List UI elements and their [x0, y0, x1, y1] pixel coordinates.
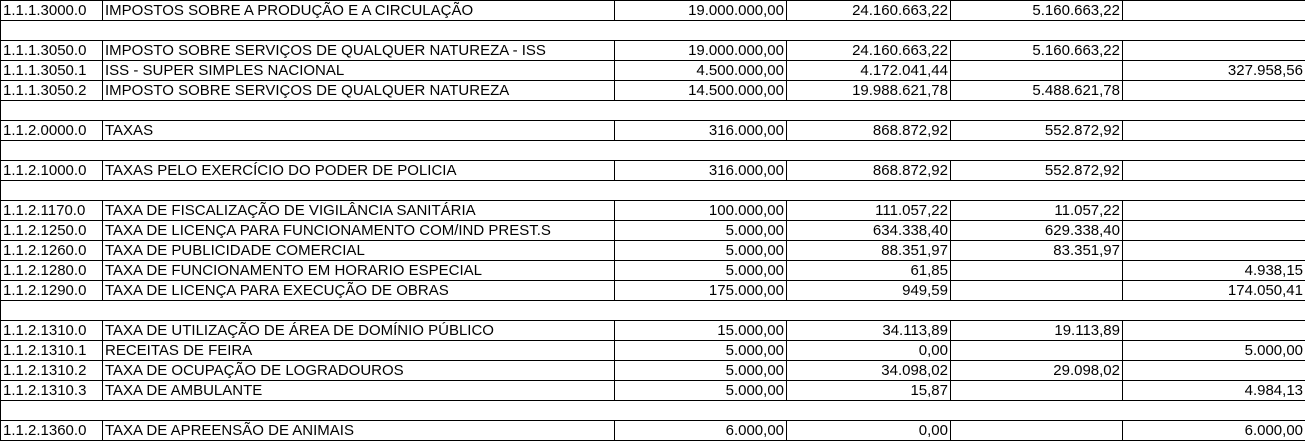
amount-column-3-cell: 4.500.000,00: [615, 61, 787, 81]
empty-cell: [787, 301, 951, 321]
account-description-cell: TAXA DE LICENÇA PARA EXECUÇÃO DE OBRAS: [103, 281, 615, 301]
amount-column-4-cell: 34.113,89: [787, 321, 951, 341]
amount-column-5-cell: [951, 61, 1123, 81]
empty-cell: [103, 141, 615, 161]
account-code-cell: 1.1.2.1290.0: [1, 281, 103, 301]
amount-column-4-cell: 949,59: [787, 281, 951, 301]
account-description-cell: TAXAS PELO EXERCÍCIO DO PODER DE POLICIA: [103, 161, 615, 181]
account-code-cell: 1.1.1.3050.1: [1, 61, 103, 81]
account-code-cell: 1.1.2.1360.0: [1, 421, 103, 441]
account-description-cell: TAXA DE AMBULANTE: [103, 381, 615, 401]
account-code-cell: 1.1.2.1000.0: [1, 161, 103, 181]
amount-column-5-cell: [951, 381, 1123, 401]
amount-column-6-cell: [1123, 161, 1305, 181]
account-code-cell: 1.1.2.1310.1: [1, 341, 103, 361]
amount-column-5-cell: 5.160.663,22: [951, 41, 1123, 61]
table-row: [1, 41, 1305, 61]
empty-cell: [615, 181, 787, 201]
account-code-cell: 1.1.2.1250.0: [1, 221, 103, 241]
amount-column-5-cell: 552.872,92: [951, 121, 1123, 141]
table-row: [1, 61, 1305, 81]
amount-column-3-cell: 19.000.000,00: [615, 1, 787, 21]
revenue-table-body: [1, 1, 1305, 441]
account-code-cell: 1.1.2.1310.0: [1, 321, 103, 341]
empty-cell: [1123, 401, 1305, 421]
amount-column-3-cell: 15.000,00: [615, 321, 787, 341]
amount-column-4-cell: 111.057,22: [787, 201, 951, 221]
amount-column-6-cell: [1123, 41, 1305, 61]
account-code-cell: 1.1.2.1170.0: [1, 201, 103, 221]
account-code-cell: 1.1.1.3000.0: [1, 1, 103, 21]
amount-column-5-cell: 11.057,22: [951, 201, 1123, 221]
amount-column-5-cell: 629.338,40: [951, 221, 1123, 241]
empty-cell: [787, 21, 951, 41]
account-code-cell: 1.1.1.3050.2: [1, 81, 103, 101]
account-description-cell: TAXA DE LICENÇA PARA FUNCIONAMENTO COM/IND PREST.S: [103, 221, 615, 241]
amount-column-6-cell: [1123, 241, 1305, 261]
empty-cell: [103, 101, 615, 121]
empty-cell: [1123, 141, 1305, 161]
empty-cell: [1123, 21, 1305, 41]
empty-cell: [1123, 101, 1305, 121]
spacer-row: [1, 401, 1305, 421]
account-description-cell: TAXA DE PUBLICIDADE COMERCIAL: [103, 241, 615, 261]
table-row: [1, 161, 1305, 181]
empty-cell: [951, 301, 1123, 321]
empty-cell: [951, 101, 1123, 121]
amount-column-3-cell: 14.500.000,00: [615, 81, 787, 101]
empty-cell: [615, 101, 787, 121]
empty-cell: [1, 21, 103, 41]
amount-column-3-cell: 5.000,00: [615, 241, 787, 261]
empty-cell: [951, 141, 1123, 161]
empty-cell: [1, 301, 103, 321]
account-description-cell: RECEITAS DE FEIRA: [103, 341, 615, 361]
amount-column-3-cell: 6.000,00: [615, 421, 787, 441]
account-code-cell: 1.1.2.1310.2: [1, 361, 103, 381]
amount-column-3-cell: 5.000,00: [615, 261, 787, 281]
empty-cell: [1, 181, 103, 201]
spacer-row: [1, 301, 1305, 321]
table-row: [1, 281, 1305, 301]
empty-cell: [103, 21, 615, 41]
empty-cell: [951, 401, 1123, 421]
table-row: [1, 341, 1305, 361]
empty-cell: [787, 401, 951, 421]
amount-column-4-cell: 24.160.663,22: [787, 41, 951, 61]
spacer-row: [1, 21, 1305, 41]
account-description-cell: TAXA DE FISCALIZAÇÃO DE VIGILÂNCIA SANITÁRIA: [103, 201, 615, 221]
amount-column-4-cell: 24.160.663,22: [787, 1, 951, 21]
amount-column-3-cell: 175.000,00: [615, 281, 787, 301]
account-description-cell: TAXAS: [103, 121, 615, 141]
amount-column-6-cell: 327.958,56: [1123, 61, 1305, 81]
empty-cell: [787, 181, 951, 201]
amount-column-3-cell: 5.000,00: [615, 341, 787, 361]
amount-column-6-cell: [1123, 321, 1305, 341]
account-description-cell: TAXA DE APREENSÃO DE ANIMAIS: [103, 421, 615, 441]
table-row: [1, 321, 1305, 341]
empty-cell: [787, 101, 951, 121]
amount-column-5-cell: [951, 281, 1123, 301]
table-row: [1, 201, 1305, 221]
amount-column-5-cell: [951, 341, 1123, 361]
amount-column-5-cell: 552.872,92: [951, 161, 1123, 181]
amount-column-5-cell: 5.488.621,78: [951, 81, 1123, 101]
account-code-cell: 1.1.1.3050.0: [1, 41, 103, 61]
account-description-cell: IMPOSTOS SOBRE A PRODUÇÃO E A CIRCULAÇÃO: [103, 1, 615, 21]
account-description-cell: TAXA DE OCUPAÇÃO DE LOGRADOUROS: [103, 361, 615, 381]
table-row: [1, 361, 1305, 381]
empty-cell: [1123, 301, 1305, 321]
amount-column-4-cell: 4.172.041,44: [787, 61, 951, 81]
amount-column-4-cell: 88.351,97: [787, 241, 951, 261]
amount-column-3-cell: 5.000,00: [615, 361, 787, 381]
amount-column-6-cell: 5.000,00: [1123, 341, 1305, 361]
amount-column-4-cell: 15,87: [787, 381, 951, 401]
table-row: [1, 81, 1305, 101]
amount-column-6-cell: 4.938,15: [1123, 261, 1305, 281]
table-row: [1, 121, 1305, 141]
amount-column-5-cell: 19.113,89: [951, 321, 1123, 341]
amount-column-6-cell: 6.000,00: [1123, 421, 1305, 441]
amount-column-3-cell: 5.000,00: [615, 221, 787, 241]
amount-column-6-cell: [1123, 1, 1305, 21]
table-row: [1, 221, 1305, 241]
account-description-cell: TAXA DE FUNCIONAMENTO EM HORARIO ESPECIAL: [103, 261, 615, 281]
amount-column-6-cell: [1123, 81, 1305, 101]
amount-column-6-cell: 4.984,13: [1123, 381, 1305, 401]
empty-cell: [787, 141, 951, 161]
account-code-cell: 1.1.2.1310.3: [1, 381, 103, 401]
empty-cell: [1, 401, 103, 421]
account-code-cell: 1.1.2.0000.0: [1, 121, 103, 141]
amount-column-6-cell: [1123, 221, 1305, 241]
amount-column-3-cell: 100.000,00: [615, 201, 787, 221]
table-row: [1, 421, 1305, 441]
amount-column-5-cell: 83.351,97: [951, 241, 1123, 261]
amount-column-4-cell: 868.872,92: [787, 161, 951, 181]
empty-cell: [615, 401, 787, 421]
empty-cell: [951, 21, 1123, 41]
account-description-cell: ISS - SUPER SIMPLES NACIONAL: [103, 61, 615, 81]
amount-column-4-cell: 868.872,92: [787, 121, 951, 141]
amount-column-4-cell: 61,85: [787, 261, 951, 281]
empty-cell: [103, 301, 615, 321]
amount-column-4-cell: 0,00: [787, 421, 951, 441]
table-row: [1, 1, 1305, 21]
account-description-cell: IMPOSTO SOBRE SERVIÇOS DE QUALQUER NATUREZA: [103, 81, 615, 101]
table-row: [1, 261, 1305, 281]
spacer-row: [1, 101, 1305, 121]
amount-column-5-cell: [951, 421, 1123, 441]
empty-cell: [951, 181, 1123, 201]
amount-column-6-cell: [1123, 121, 1305, 141]
account-description-cell: IMPOSTO SOBRE SERVIÇOS DE QUALQUER NATUREZA - ISS: [103, 41, 615, 61]
amount-column-4-cell: 19.988.621,78: [787, 81, 951, 101]
empty-cell: [103, 401, 615, 421]
amount-column-6-cell: [1123, 361, 1305, 381]
account-code-cell: 1.1.2.1260.0: [1, 241, 103, 261]
amount-column-4-cell: 34.098,02: [787, 361, 951, 381]
amount-column-5-cell: 5.160.663,22: [951, 1, 1123, 21]
amount-column-5-cell: [951, 261, 1123, 281]
amount-column-3-cell: 5.000,00: [615, 381, 787, 401]
amount-column-3-cell: 316.000,00: [615, 161, 787, 181]
amount-column-6-cell: 174.050,41: [1123, 281, 1305, 301]
empty-cell: [1, 141, 103, 161]
amount-column-3-cell: 19.000.000,00: [615, 41, 787, 61]
empty-cell: [615, 141, 787, 161]
amount-column-3-cell: 316.000,00: [615, 121, 787, 141]
table-row: [1, 381, 1305, 401]
account-code-cell: 1.1.2.1280.0: [1, 261, 103, 281]
amount-column-4-cell: 0,00: [787, 341, 951, 361]
spacer-row: [1, 141, 1305, 161]
account-description-cell: TAXA DE UTILIZAÇÃO DE ÁREA DE DOMÍNIO PÚBLICO: [103, 321, 615, 341]
empty-cell: [1, 101, 103, 121]
spacer-row: [1, 181, 1305, 201]
amount-column-5-cell: 29.098,02: [951, 361, 1123, 381]
empty-cell: [1123, 181, 1305, 201]
empty-cell: [615, 301, 787, 321]
amount-column-6-cell: [1123, 201, 1305, 221]
amount-column-4-cell: 634.338,40: [787, 221, 951, 241]
empty-cell: [615, 21, 787, 41]
table-row: [1, 241, 1305, 261]
empty-cell: [103, 181, 615, 201]
